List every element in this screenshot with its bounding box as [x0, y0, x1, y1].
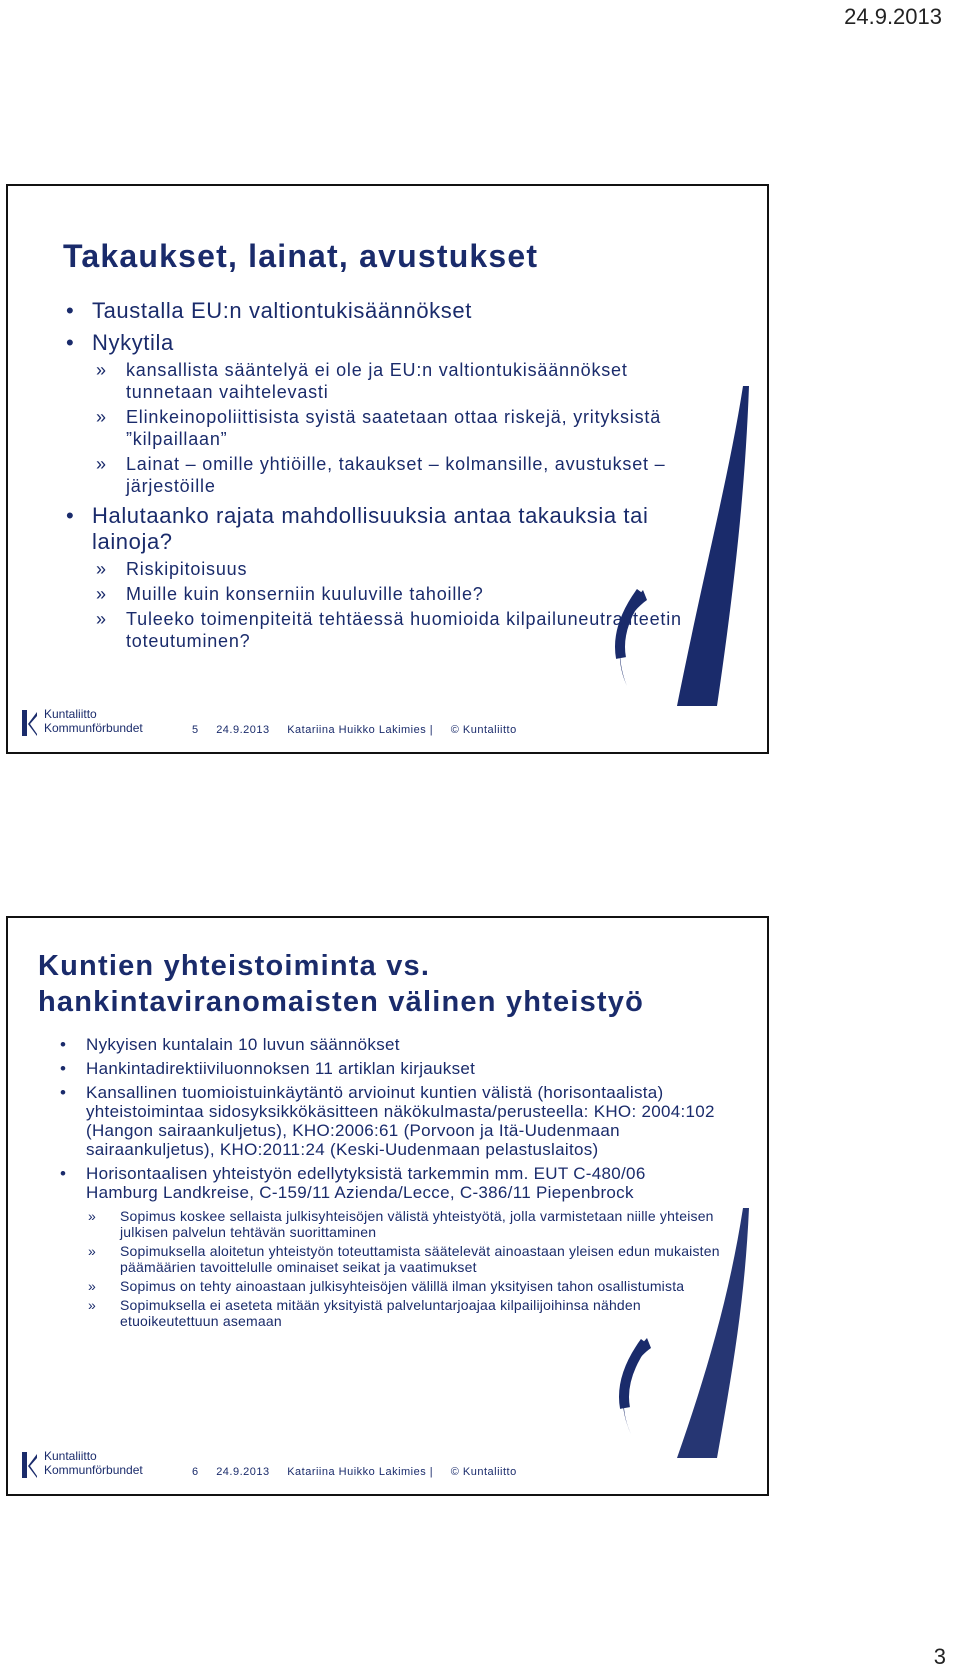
page-number: 3 [933, 1644, 946, 1669]
sub-list-item: » Sopimuksella aloitetun yhteistyön toteuttamista säätelevät ainoastaan yleisen edun mukaisten päämäärien tavoittelulle ominaiset seikat ja vaatimukset [86, 1243, 720, 1275]
footer-info [192, 724, 531, 736]
logo-line2: Kommunförbundet [44, 1463, 143, 1477]
sub-list-item: » Sopimus on tehty ainoastaan julkisyhteisöjen välillä ilman yksityisen tahon osallistumista [86, 1278, 720, 1294]
slide-title: Kuntien yhteistoiminta vs. hankintaviranomaisten välinen yhteistyö [38, 950, 645, 1018]
bullet-list [66, 298, 706, 652]
slide-number: 5 [192, 724, 199, 736]
footer-date: 24.9.2013 [216, 1466, 270, 1478]
footer-info [192, 1466, 531, 1478]
kuntaliitto-logo-icon [20, 1448, 40, 1480]
sub-list-item: » Lainat – omille yhtiöille, takaukset – kolmansille, avustukset – järjestöille [92, 453, 706, 497]
footer-author: Katariina Huikko Lakimies | [287, 1466, 434, 1478]
sub-list-item: » Sopimus koskee sellaista julkisyhteisöjen välistä yhteistyötä, jolla varmistetaan niille yhteisen julkisen palvelun tehtävän suorittaminen [86, 1208, 720, 1240]
sub-list-item: » Riskipitoisuus [92, 558, 706, 580]
list-item: • Hankintadirektiiviluonnoksen 11 artiklan kirjaukset [60, 1059, 720, 1078]
sub-list-item: » Tuleeko toimenpiteitä tehtäessä huomioida kilpailuneutraliteetin toteutuminen? [92, 608, 706, 652]
list-item: • Taustalla EU:n valtiontukisäännökset [66, 298, 706, 324]
sub-list-item: » kansallista sääntelyä ei ole ja EU:n valtiontukisäännökset tunnetaan vaihtelevasti [92, 359, 706, 403]
slide-footer [8, 704, 767, 744]
kuntaliitto-logo-icon [20, 706, 40, 738]
list-item: • Kansallinen tuomioistuinkäytäntö arvioinut kuntien välistä (horisontaalista) yhteistoimintaa sidosyksikkökäsitteen näkökulmasta/perusteella: KHO: 2004:102 (Hangon sairaankuljetus), KHO:2006:61 (Porvoon ja Itä-Uudenmaan sairaankuljetus), KHO:2011:24 (Keski-Uudenmaan pelastuslaitos) [60, 1083, 720, 1159]
list-item: • Nykyisen kuntalain 10 luvun säännökset [60, 1035, 720, 1054]
footer-author: Katariina Huikko Lakimies | [287, 724, 434, 736]
slide-5 [6, 184, 769, 754]
sub-list-item: » Elinkeinopoliittisista syistä saatetaan ottaa riskejä, yrityksistä ”kilpaillaan” [92, 406, 706, 450]
slide-footer [8, 1446, 767, 1486]
sub-list-item: » Sopimuksella ei aseteta mitään yksityistä palveluntarjoajaa kilpailijoihinsa nähden etuoikeutettuun asemaan [86, 1297, 720, 1329]
sub-list-item: » Muille kuin konserniin kuuluville tahoille? [92, 583, 706, 605]
page-date: 24.9.2013 [844, 4, 942, 29]
list-item: • Halutaanko rajata mahdollisuuksia antaa takauksia tai lainoja? » Riskipitoisuus » Muille kuin konserniin kuuluville tahoille? » Tuleeko toimenpiteitä tehtäessä huomioida kilpailuneutraliteetin toteutuminen? [66, 503, 706, 652]
kuntaliitto-logo [20, 704, 160, 742]
bullet-list [60, 1035, 720, 1329]
footer-date: 24.9.2013 [216, 724, 270, 736]
slide-6 [6, 916, 769, 1496]
logo-line1: Kuntaliitto [44, 707, 97, 721]
list-item: • Horisontaalisen yhteistyön edellytyksistä tarkemmin mm. EUT C-480/06 Hamburg Landkreise, C-159/11 Azienda/Lecce, C-386/11 Piepenbrock » Sopimus koskee sellaista julkisyhteisöjen välistä yhteistyötä, jolla varmistetaan niille yhteisen julkisen palvelun tehtävän suorittaminen » Sopimuksella aloitetun yhteistyön toteuttamista säätelevät ainoastaan yleisen edun mukaisten päämäärien tavoittelulle ominaiset seikat ja vaatimukset » Sopimus on tehty ainoastaan julkisyhteisöjen välillä ilman yksityisen tahon osallistumista » Sopimuksella ei aseteta mitään yksityistä palveluntarjoajaa kilpailijoihinsa nähden etuoikeutettuun asemaan [60, 1164, 720, 1329]
slide-number: 6 [192, 1466, 199, 1478]
kuntaliitto-logo [20, 1446, 160, 1484]
footer-copyright: © Kuntaliitto [450, 724, 517, 736]
list-item: • Nykytila » kansallista sääntelyä ei ole ja EU:n valtiontukisäännökset tunnetaan vaihtelevasti » Elinkeinopoliittisista syistä saatetaan ottaa riskejä, yrityksistä ”kilpaillaan” » Lainat – omille yhtiöille, takaukset – kolmansille, avustukset – järjestöille [66, 330, 706, 497]
logo-line2: Kommunförbundet [44, 721, 143, 735]
slide-title: Takaukset, lainat, avustukset [63, 238, 539, 274]
logo-line1: Kuntaliitto [44, 1449, 97, 1463]
footer-copyright: © Kuntaliitto [450, 1466, 517, 1478]
